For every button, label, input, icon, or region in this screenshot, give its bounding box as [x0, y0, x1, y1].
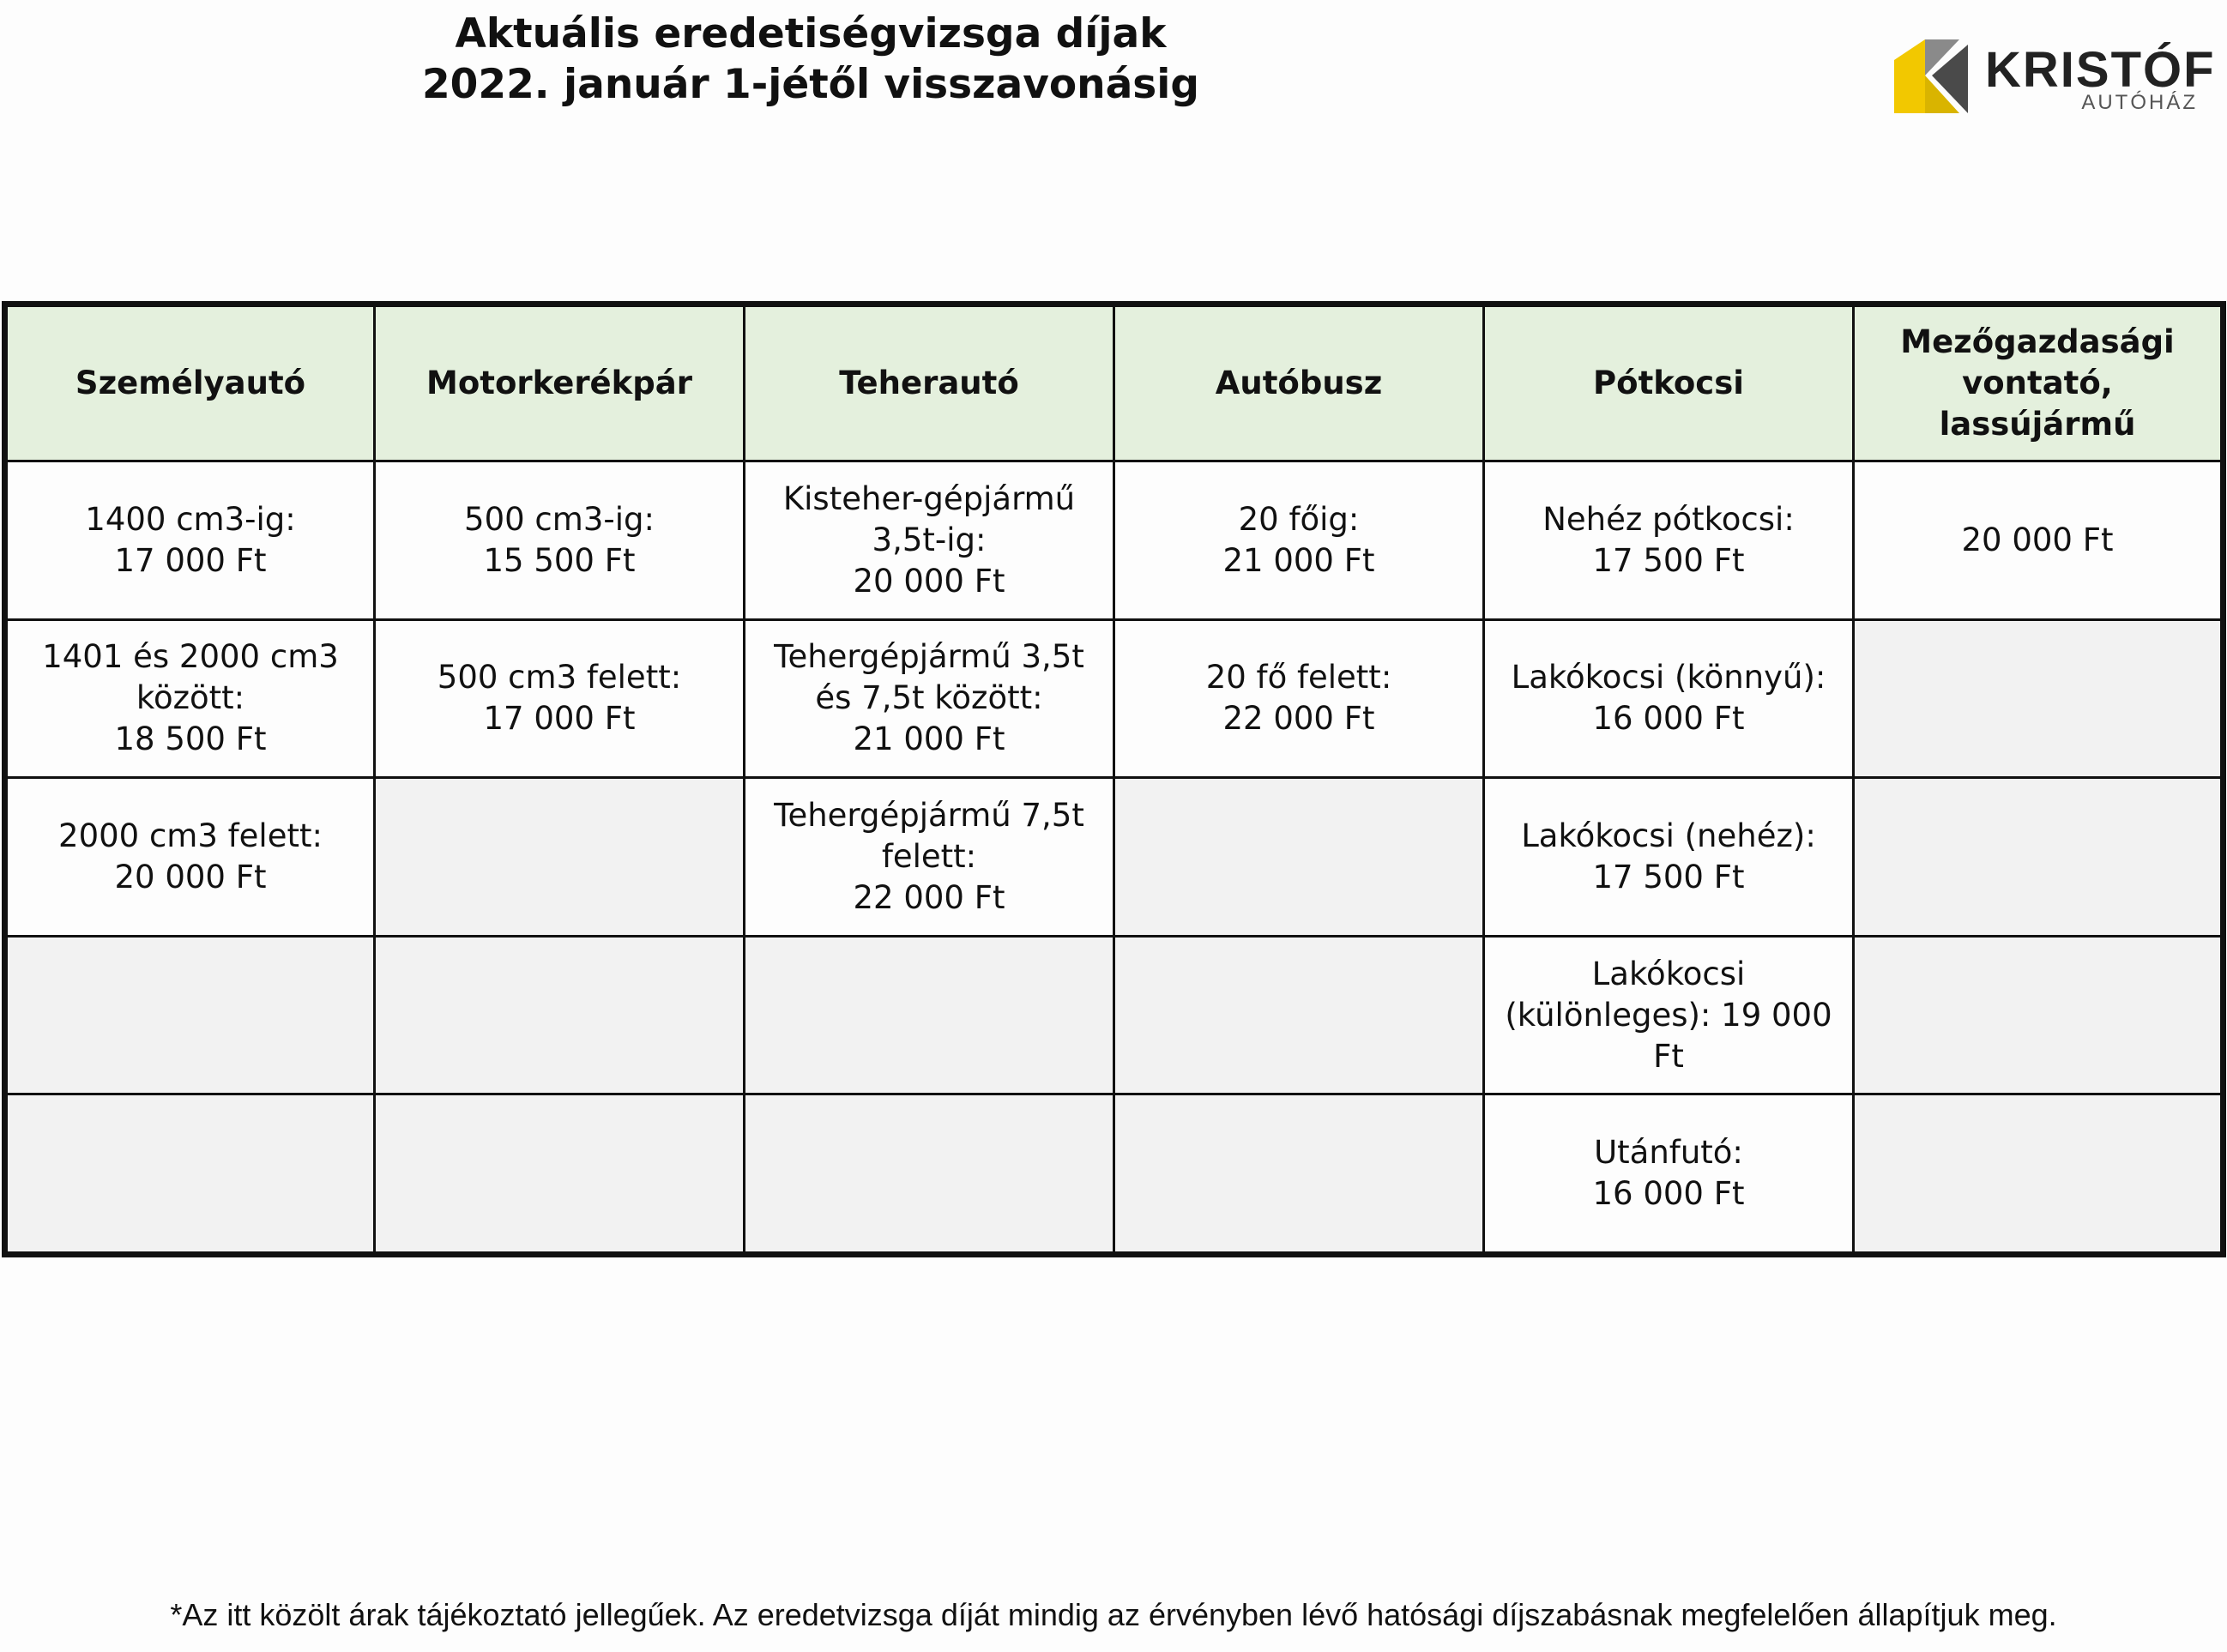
table-cell: 500 cm3 felett: 17 000 Ft: [375, 619, 745, 778]
table-cell: [375, 1094, 745, 1255]
header-teherauto: Teherautó: [745, 304, 1114, 461]
table-cell: [1114, 1094, 1484, 1255]
table-cell: Kisteher-gépjármű 3,5t-ig: 20 000 Ft: [745, 461, 1114, 620]
table-cell: [5, 936, 375, 1094]
header-szemelyauto: Személyautó: [5, 304, 375, 461]
header-row: [5, 304, 2224, 461]
table-cell: 2000 cm3 felett: 20 000 Ft: [5, 778, 375, 937]
table-cell: Lakókocsi (könnyű): 16 000 Ft: [1484, 619, 1854, 778]
table-row: [5, 619, 2224, 778]
table-cell: [745, 936, 1114, 1094]
header-mezogazdasagi: Mezőgazdasági vontató, lassújármű: [1854, 304, 2224, 461]
table-row: [5, 1094, 2224, 1255]
table-cell: [1854, 1094, 2224, 1255]
table-cell: 20 fő felett: 22 000 Ft: [1114, 619, 1484, 778]
page-title: [0, 9, 1621, 110]
table-row: [5, 461, 2224, 620]
table-cell: [1114, 936, 1484, 1094]
table-cell: 20 000 Ft: [1854, 461, 2224, 620]
table-cell: Utánfutó: 16 000 Ft: [1484, 1094, 1854, 1255]
table-cell: [375, 936, 745, 1094]
table-row: [5, 778, 2224, 937]
kristof-autohaz-logo: [1894, 38, 2216, 115]
title-line-1: Aktuális eredetiségvizsga díjak: [455, 10, 1167, 57]
table-cell: Tehergépjármű 3,5t és 7,5t között: 21 000 Ft: [745, 619, 1114, 778]
table-cell: Lakókocsi (nehéz): 17 500 Ft: [1484, 778, 1854, 937]
table-cell: Lakókocsi (különleges): 19 000 Ft: [1484, 936, 1854, 1094]
table-cell: [745, 1094, 1114, 1255]
table-cell: 1401 és 2000 cm3 között: 18 500 Ft: [5, 619, 375, 778]
table-cell: Nehéz pótkocsi: 17 500 Ft: [1484, 461, 1854, 620]
table-cell: [5, 1094, 375, 1255]
header-autobusz: Autóbusz: [1114, 304, 1484, 461]
footnote: *Az itt közölt árak tájékoztató jellegűek. Az eredetvizsga díját mindig az érvényben lévő hatósági díjszabásnak megfelelően állapítjuk meg.: [170, 1597, 2057, 1632]
header-potkocsi: Pótkocsi: [1484, 304, 1854, 461]
fee-table: [2, 301, 2226, 1257]
logo-subtitle: AUTÓHÁZ: [2081, 91, 2198, 114]
logo-wordmark: KRISTÓF: [1985, 42, 2216, 98]
k-emblem-icon: [1894, 38, 1977, 115]
table-cell: 500 cm3-ig: 15 500 Ft: [375, 461, 745, 620]
table-cell: Tehergépjármű 7,5t felett: 22 000 Ft: [745, 778, 1114, 937]
table-cell: [1114, 778, 1484, 937]
header-motorkerekpar: Motorkerékpár: [375, 304, 745, 461]
table-cell: [375, 778, 745, 937]
table-row: [5, 936, 2224, 1094]
table-cell: 20 főig: 21 000 Ft: [1114, 461, 1484, 620]
table-cell: [1854, 936, 2224, 1094]
table-cell: 1400 cm3-ig: 17 000 Ft: [5, 461, 375, 620]
table-cell: [1854, 778, 2224, 937]
title-line-2: 2022. január 1-jétől visszavonásig: [421, 61, 1200, 108]
table-cell: [1854, 619, 2224, 778]
